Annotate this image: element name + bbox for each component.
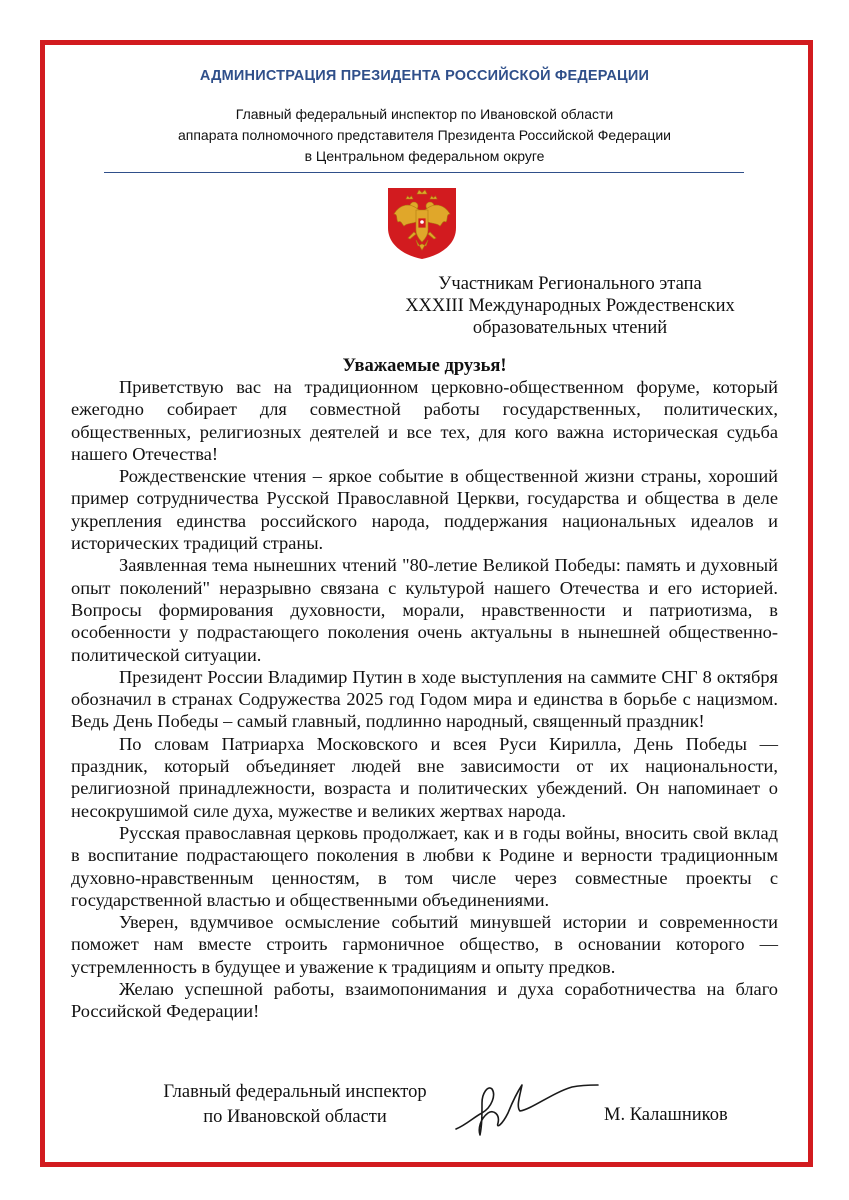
organization-title: АДМИНИСТРАЦИЯ ПРЕЗИДЕНТА РОССИЙСКОЙ ФЕДЕРАЦИИ xyxy=(199,68,650,84)
paragraph: Русская православная церковь продолжает, как и в годы войны, вносить свой вклад в воспитание подрастающего поколения в любви к Родине и верности традиционным духовно-нравственным ценностям, в том числе через совместные проекты с государственной властью и общественными объединениями. xyxy=(71,822,778,910)
paragraph: Рождественские чтения – яркое событие в общественной жизни страны, хороший пример сотрудничества Русской Православной Церкви, государства и общества в деле укрепления единства российского народа, поддержания национальных идеалов и исторических традиций страны. xyxy=(71,466,778,554)
paragraph: Желаю успешной работы, взаимопонимания и духа соработничества на благо Российской Федерации! xyxy=(71,979,778,1022)
signatory-title-line: Главный федеральный инспектор xyxy=(163,1082,427,1102)
office-line: Главный федеральный инспектор по Ивановской области xyxy=(235,106,614,122)
addressee-line: XXXIII Международных Рождественских xyxy=(405,296,735,316)
paragraph: По словам Патриарха Московского и всея Руси Кирилла, День Победы — праздник, который объединяет людей вне зависимости от их национальности, религиозной принадлежности, возраста и политических убеждений. Он напоминает о несокрушимой силе духа, мужестве и великих жертвах народа. xyxy=(71,733,778,821)
paragraph: Президент России Владимир Путин в ходе выступления на саммите СНГ 8 октября обозначил в странах Содружества 2025 год Годом мира и единства в борьбе с нацизмом. Ведь День Победы – самый главный, подлинно народный, священный праздник! xyxy=(71,666,778,732)
office-line: в Центральном федеральном округе xyxy=(304,148,545,164)
addressee-block xyxy=(370,273,770,339)
addressee-line: Участникам Регионального этапа xyxy=(438,274,702,294)
paragraph: Уверен, вдумчивое осмысление событий минувшей истории и современности поможет нам вместе строить гармоничное общество, в основании которого — устремленность в будущее и уважение к традициям и опыту предков. xyxy=(71,912,778,977)
addressee-line: образовательных чтений xyxy=(472,318,668,338)
office-description xyxy=(0,104,849,167)
paragraph: Заявленная тема нынешних чтений "80-летие Великой Победы: память и духовный опыт поколений" неразрывно связана с культурой нашего Отечества и его историей. Вопросы формирования духовности, морали, нравственности и патриотизма, в особенности у подрастающего поколения очень актуальны в нынешней общественно-политической ситуации. xyxy=(71,555,778,665)
signatory-title-line: по Ивановской области xyxy=(203,1107,387,1127)
header-divider xyxy=(104,172,744,173)
paragraph: Приветствую вас на традиционном церковно-общественном форуме, который ежегодно собирает для совместной работы государственных, политических, общественных, религиозных деятелей и все тех, для кого важна историческая судьба нашего Отечества! xyxy=(71,377,778,464)
signatory-title xyxy=(140,1080,450,1130)
handwritten-signature xyxy=(452,1073,602,1141)
office-line: аппарата полномочного представителя Президента Российской Федерации xyxy=(177,127,671,143)
greeting: Уважаемые друзья! xyxy=(342,356,507,376)
russian-coat-of-arms-icon xyxy=(386,186,458,260)
signatory-name: М. Калашников xyxy=(604,1105,728,1125)
letter-body xyxy=(71,376,778,1023)
